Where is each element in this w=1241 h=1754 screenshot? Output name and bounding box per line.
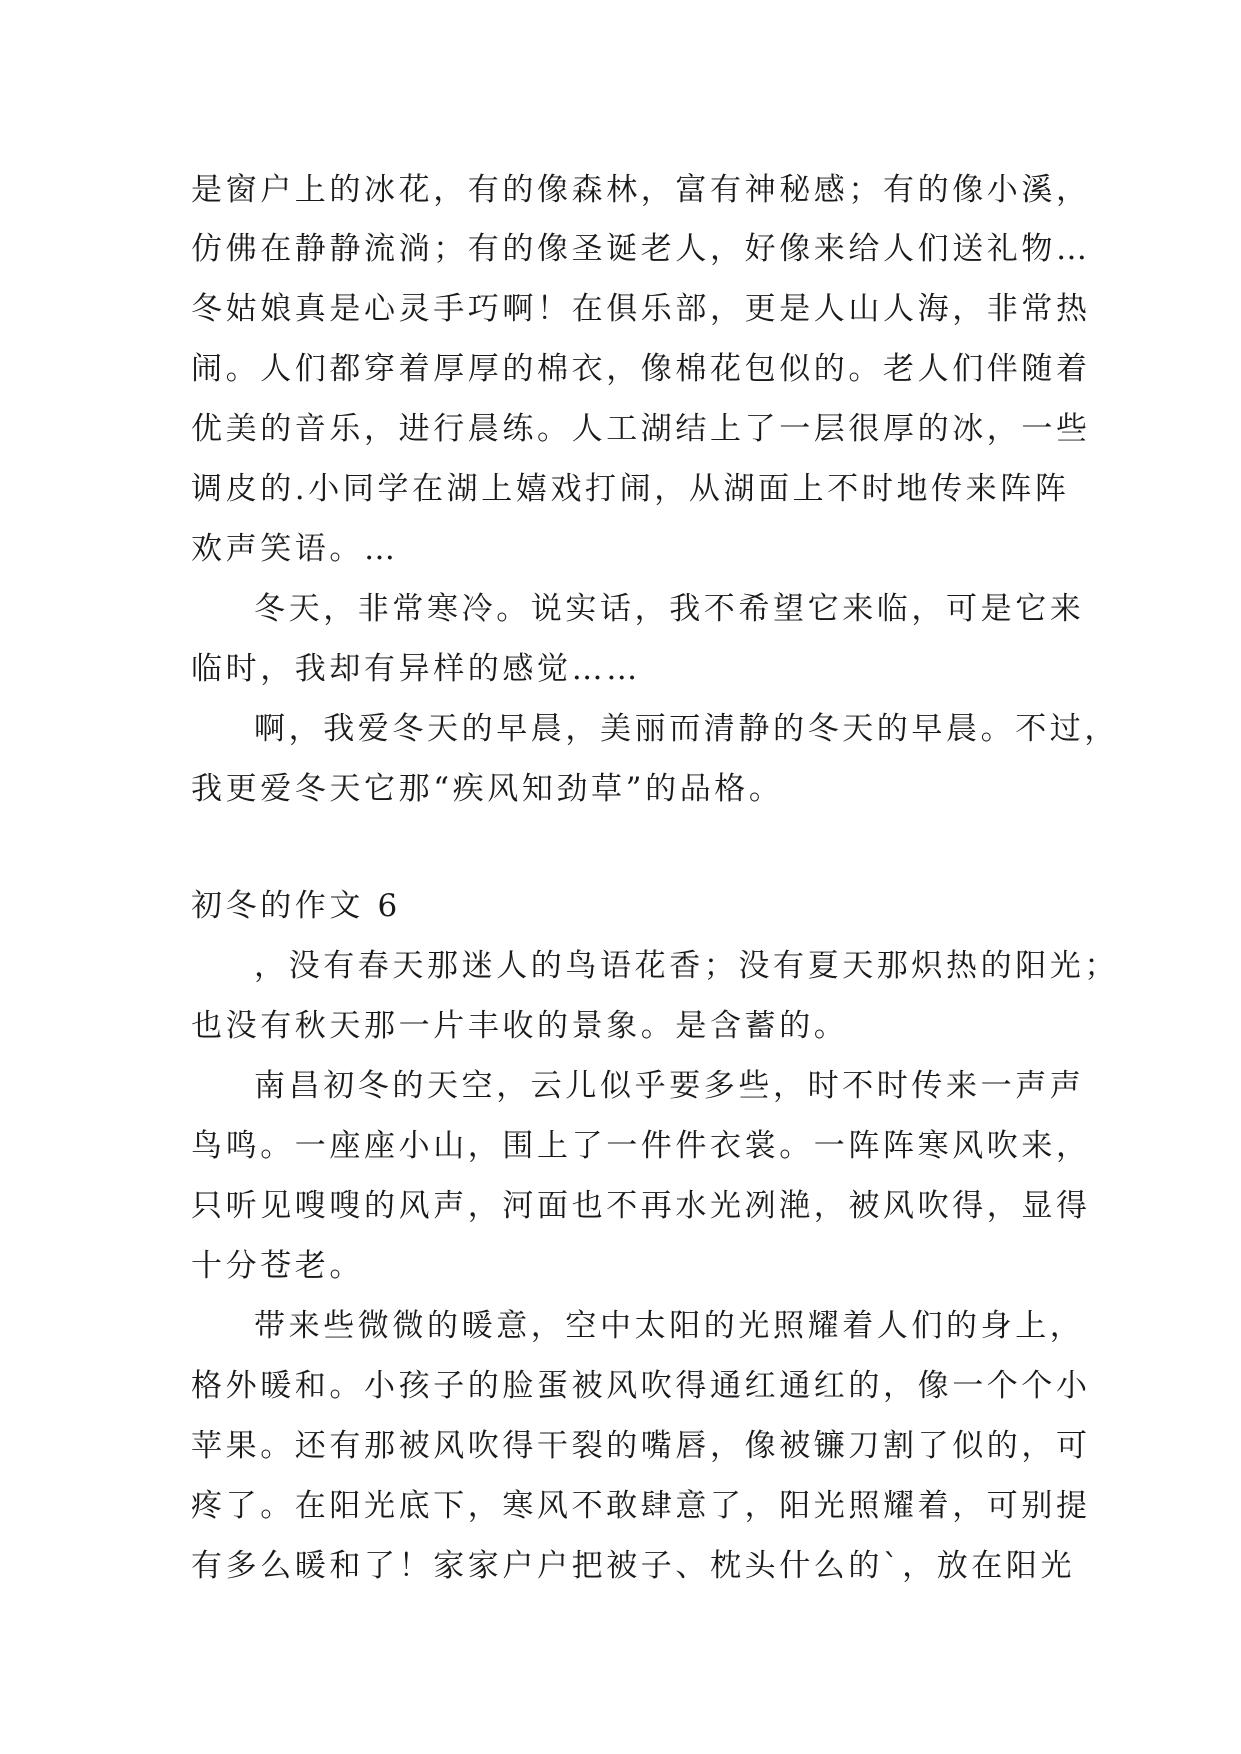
text-line: ，没有春天那迷人的鸟语花香；没有夏天那炽热的阳光； bbox=[254, 948, 1119, 984]
text-line: 是窗户上的冰花，有的像森林，富有神秘感；有的像小溪， bbox=[191, 172, 1091, 208]
text-line: 带来些微微的暖意，空中太阳的光照耀着人们的身上， bbox=[254, 1308, 1085, 1344]
text-line: 我更爱冬天它那“疾风知劲草”的品格。 bbox=[191, 771, 784, 807]
text-line: 苹果。还有那被风吹得干裂的嘴唇，像被镰刀割了似的，可 bbox=[191, 1428, 1091, 1464]
text-line: 十分苍老。 bbox=[191, 1248, 364, 1284]
text-line: 闹。人们都穿着厚厚的棉衣，像棉花包似的。老人们伴随着 bbox=[191, 351, 1091, 387]
text-line: 欢声笑语。… bbox=[191, 531, 399, 567]
text-line: 只听见嗖嗖的风声，河面也不再水光冽滟，被风吹得，显得 bbox=[191, 1188, 1091, 1224]
text-line: 也没有秋天那一片丰收的景象。是含蓄的。 bbox=[191, 1008, 849, 1044]
section-heading: 初冬的作文 6 bbox=[191, 888, 401, 924]
text-line: 冬天，非常寒冷。说实话，我不希望它来临，可是它来 bbox=[254, 591, 1085, 627]
text-line: 仿佛在静静流淌；有的像圣诞老人，好像来给人们送礼物… bbox=[191, 231, 1091, 267]
text-line: 疼了。在阳光底下，寒风不敢肆意了，阳光照耀着，可别提 bbox=[191, 1488, 1091, 1524]
text-line: 格外暖和。小孩子的脸蛋被风吹得通红通红的，像一个个小 bbox=[191, 1368, 1091, 1404]
text-line: 有多么暖和了！家家户户把被子、枕头什么的`，放在阳光 bbox=[191, 1548, 1076, 1584]
text-line: 临时，我却有异样的感觉…… bbox=[191, 651, 641, 687]
text-line: 啊，我爱冬天的早晨，美丽而清静的冬天的早晨。不过， bbox=[254, 711, 1119, 747]
text-line: 冬姑娘真是心灵手巧啊！在俱乐部，更是人山人海，非常热 bbox=[191, 291, 1091, 327]
text-line: 鸟鸣。一座座小山，围上了一件件衣裳。一阵阵寒风吹来， bbox=[191, 1128, 1091, 1164]
text-line: 优美的音乐，进行晨练。人工湖结上了一层很厚的冰，一些 bbox=[191, 411, 1091, 447]
text-line: 调皮的.小同学在湖上嬉戏打闹，从湖面上不时地传来阵阵 bbox=[191, 471, 1070, 507]
text-line: 南昌初冬的天空，云儿似乎要多些，时不时传来一声声 bbox=[254, 1068, 1085, 1104]
